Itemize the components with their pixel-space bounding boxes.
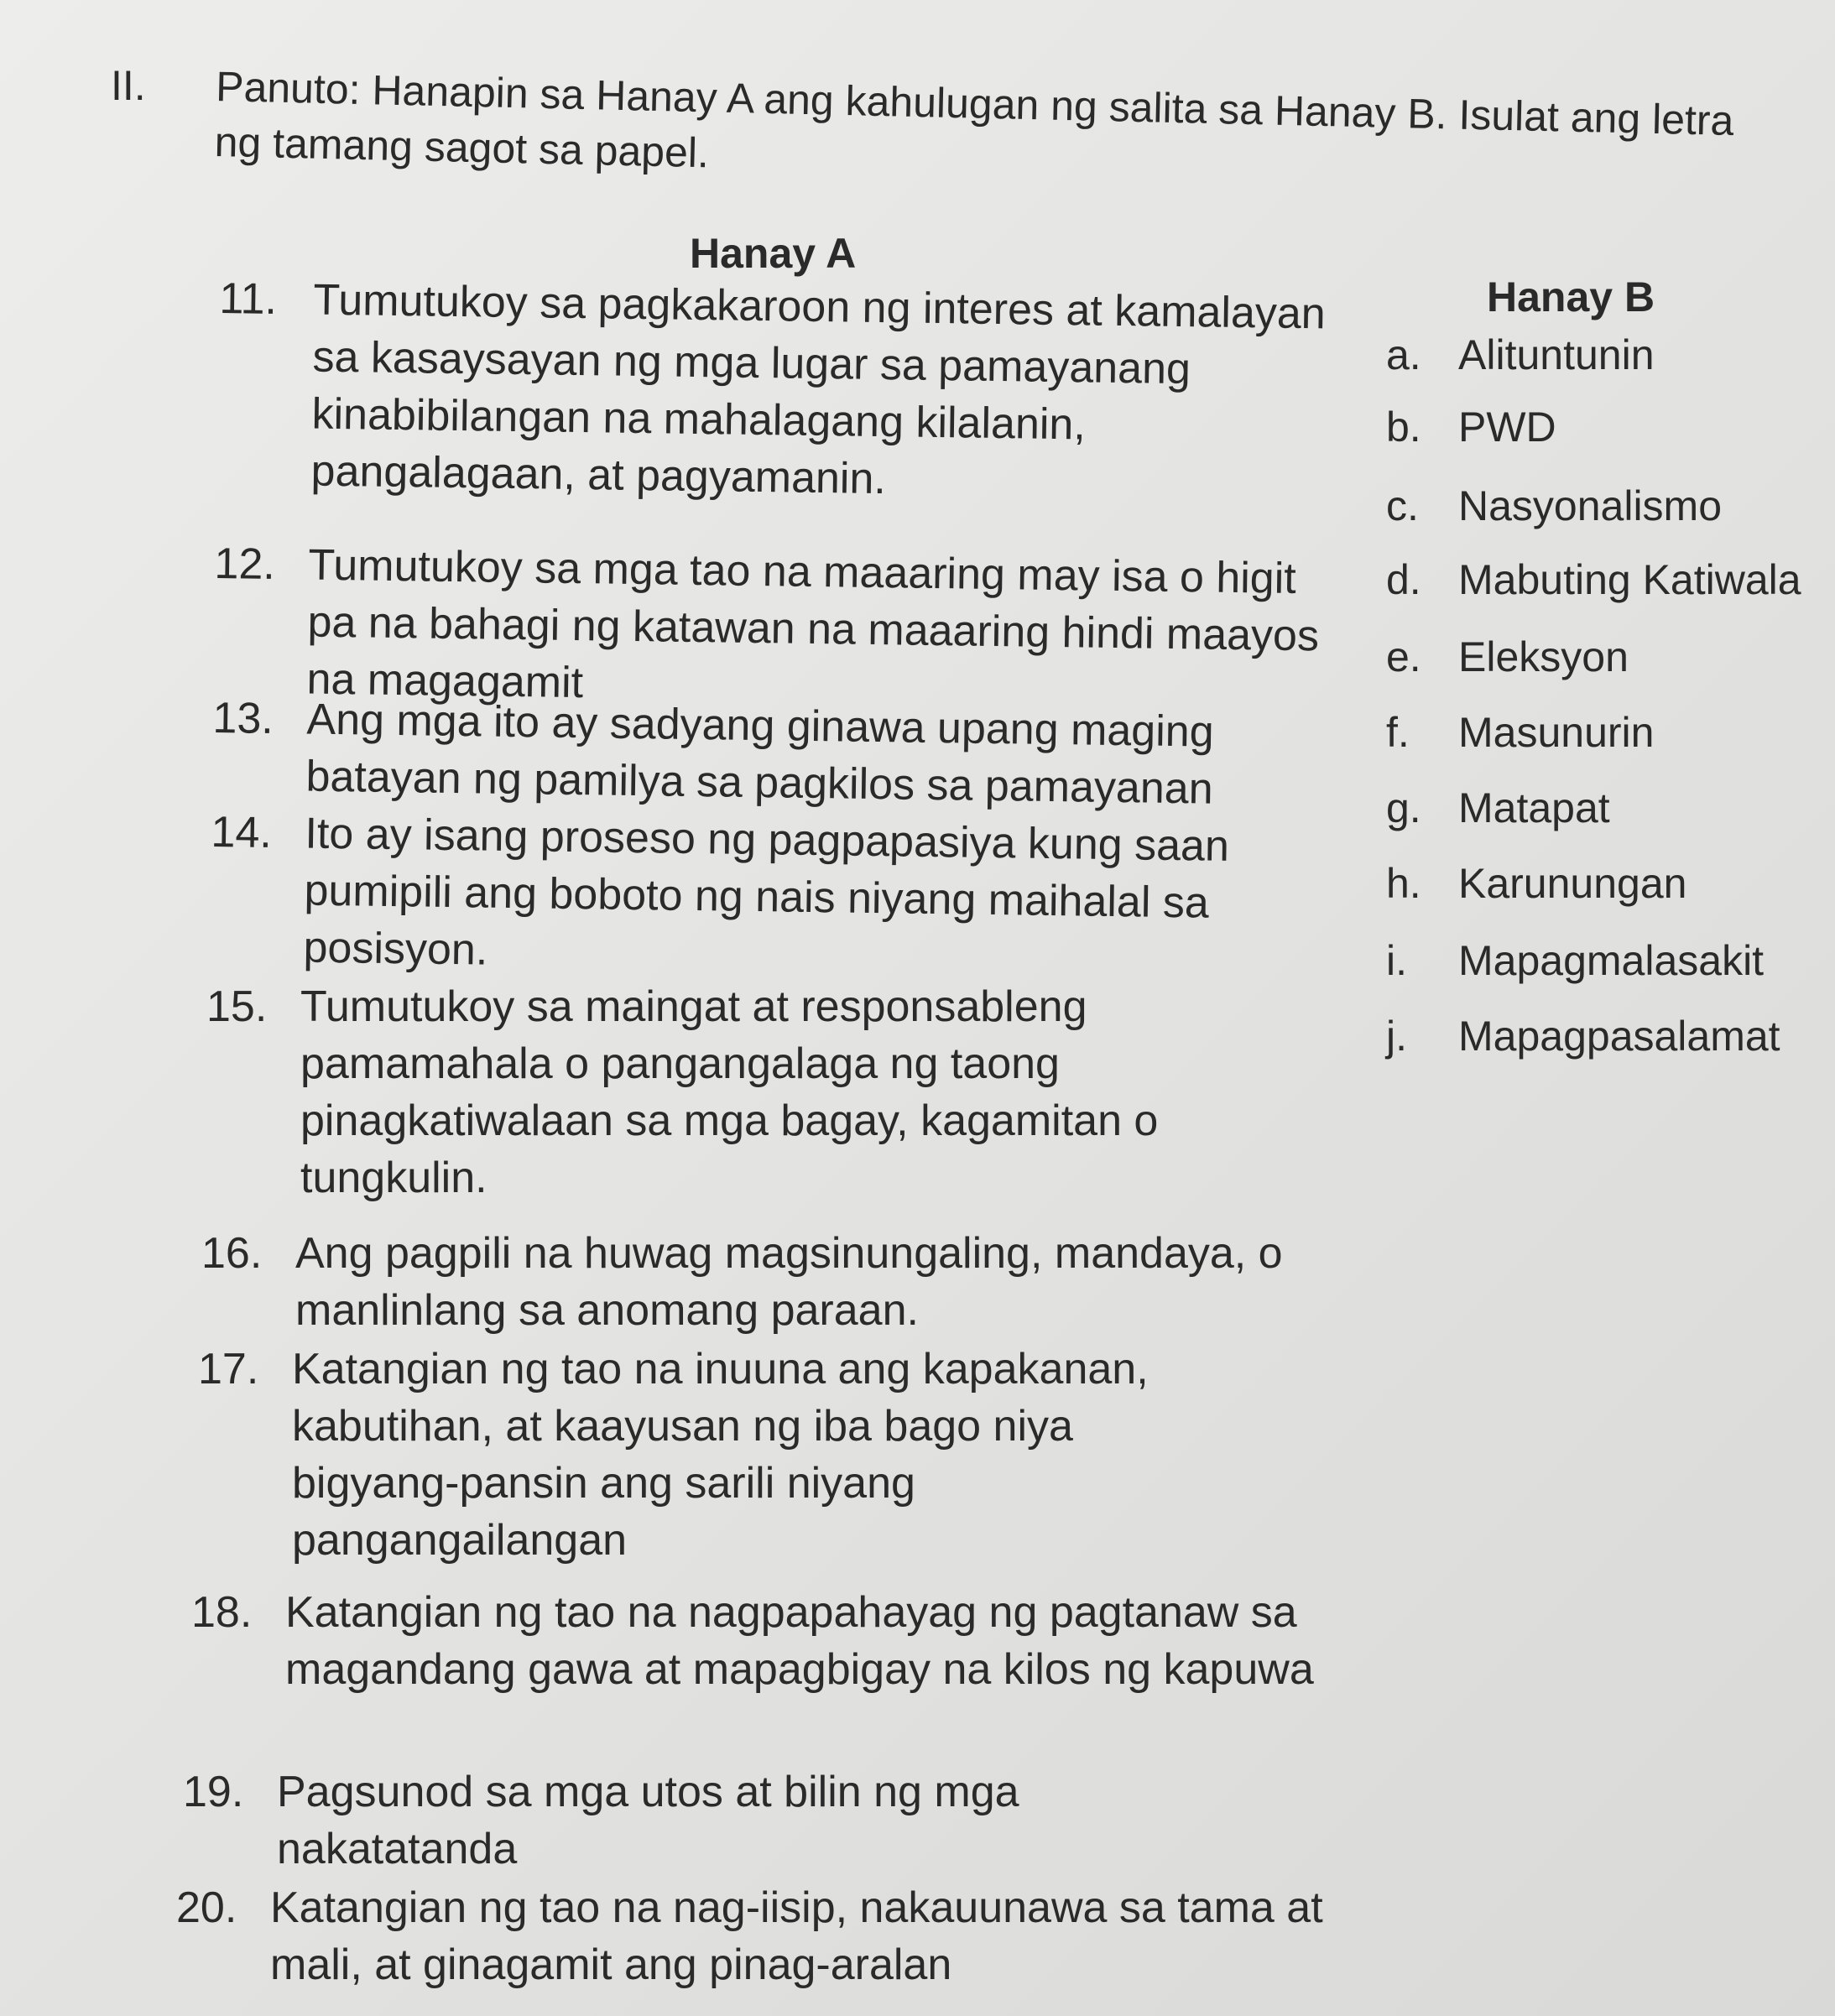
choice-letter: e. <box>1386 633 1421 680</box>
section-number: II. <box>111 62 146 109</box>
question-text: Katangian ng tao na inuuna ang kapakanan, kabutihan, at kaayusan ng iba bago niya bigyang-pansin ang sarili niyang pangangailangan <box>292 1345 1149 1565</box>
hanay-a-heading: Hanay A <box>690 230 857 277</box>
choice-text: Matapat <box>1458 784 1610 831</box>
question-number: 16. <box>201 1229 263 1278</box>
choice-text: Nasyonalismo <box>1458 482 1723 529</box>
hanay-b-heading: Hanay B <box>1487 273 1655 320</box>
choice-e <box>1386 631 1629 683</box>
question-item-12 <box>214 535 1406 708</box>
question-number: 18. <box>191 1588 253 1637</box>
choice-b <box>1386 401 1556 453</box>
choice-text: Alituntunin <box>1458 331 1655 378</box>
question-number: 12. <box>214 539 276 590</box>
question-text: Katangian ng tao na nagpapahayag ng pagtanaw sa magandang gawa at mapagbigay na kilos ng kapuwa <box>285 1588 1314 1694</box>
choice-letter: i. <box>1386 937 1407 984</box>
question-number: 19. <box>183 1768 244 1816</box>
choice-g <box>1386 782 1610 834</box>
question-number: 20. <box>176 1883 237 1932</box>
question-number: 17. <box>198 1345 259 1393</box>
question-number: 13. <box>212 693 274 744</box>
question-text: Katangian ng tao na nag-iisip, nakauunawa sa tama at mali, at ginagamit ang pinag-aralan <box>270 1883 1323 1989</box>
choice-text: Mapagmalasakit <box>1458 937 1765 984</box>
choice-letter: b. <box>1386 404 1421 451</box>
choice-text: Mapagpasalamat <box>1458 1013 1780 1060</box>
choice-i <box>1386 935 1764 987</box>
choice-j <box>1386 1010 1780 1062</box>
choice-letter: d. <box>1386 556 1421 603</box>
choice-letter: h. <box>1386 860 1421 907</box>
choice-letter: c. <box>1386 482 1419 529</box>
question-text: Ang mga ito ay sadyang ginawa upang maging batayan ng pamilya sa pagkilos sa pamayanan <box>305 695 1215 814</box>
choice-a <box>1386 329 1655 381</box>
choice-c <box>1386 480 1722 532</box>
question-number: 14. <box>211 807 273 858</box>
question-text: Tumutukoy sa pagkakaroon ng interes at kamalayan sa kasaysayan ng mga lugar sa pamayanang kinabibilangan na mahalagang kilalanin, pangalagaan, at pagyamanin. <box>310 275 1327 504</box>
question-text: Tumutukoy sa mga tao na maaaring may isa o higit pa na bahagi ng katawan na maaaring hindi maayos na magagamit <box>306 540 1320 708</box>
choice-text: Mabuting Katiwala <box>1458 556 1801 603</box>
choice-f <box>1386 706 1654 758</box>
choice-letter: j. <box>1386 1013 1407 1060</box>
choice-letter: f. <box>1386 709 1410 756</box>
question-text: Tumutukoy sa maingat at responsableng pamamahala o pangangalaga ng taong pinagkatiwalaan sa mga bagay, kagamitan o tungkulin. <box>300 982 1159 1202</box>
choice-letter: g. <box>1386 784 1421 831</box>
question-number: 15. <box>206 982 268 1031</box>
choice-text: Eleksyon <box>1458 633 1629 680</box>
question-text: Ang pagpili na huwag magsinungaling, mandaya, o manlinlang sa anomang paraan. <box>295 1229 1283 1335</box>
instructions: Panuto: Hanapin sa Hanay A ang kahulugan ng salita sa Hanay B. Isulat ang letra ng tamang sagot sa papel. <box>214 62 1734 177</box>
question-text: Ito ay isang proseso ng pagpapasiya kung saan pumipili ang boboto ng nais niyang maihalal sa posisyon. <box>303 809 1230 975</box>
choice-letter: a. <box>1386 331 1421 378</box>
choice-text: Karunungan <box>1458 860 1687 907</box>
choice-text: Masunurin <box>1458 709 1655 756</box>
question-number: 11. <box>219 273 278 324</box>
choice-h <box>1386 857 1686 909</box>
choice-d <box>1386 554 1801 606</box>
question-text: Pagsunod sa mga utos at bilin ng mga nakatatanda <box>277 1768 1019 1873</box>
choice-text: PWD <box>1458 404 1556 451</box>
